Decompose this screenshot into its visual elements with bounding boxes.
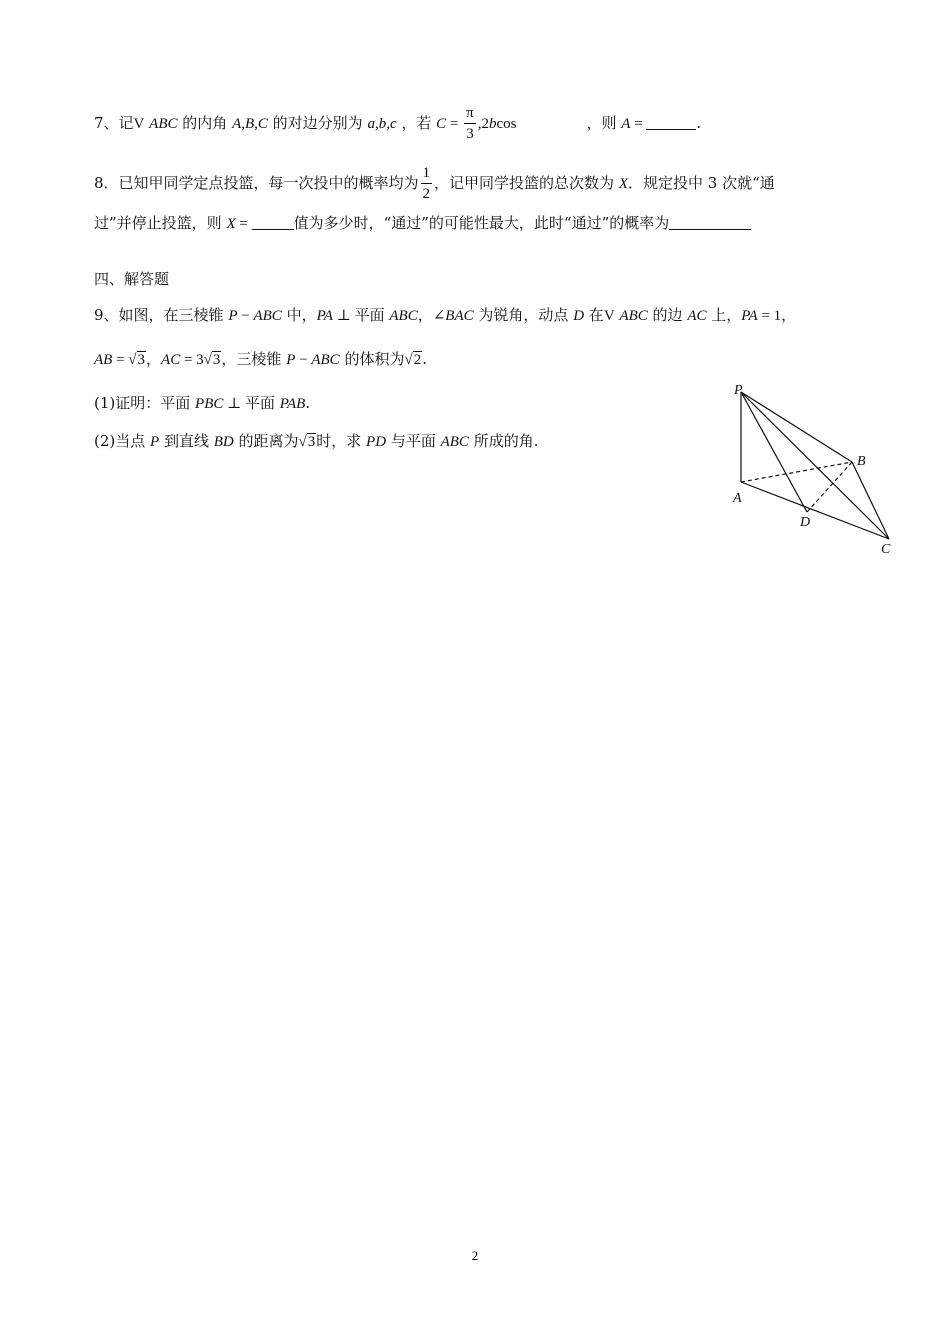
q9-t4: 为锐角，动点 bbox=[473, 306, 574, 324]
edge-pc bbox=[741, 392, 889, 539]
a-var: A bbox=[621, 116, 631, 132]
x-var: X bbox=[618, 176, 628, 192]
sides: a,b,c bbox=[367, 116, 397, 132]
p2-t5: 所成的角. bbox=[468, 432, 539, 450]
abc-4: ABC bbox=[311, 352, 340, 368]
abc-2: ABC bbox=[389, 308, 418, 324]
label-d: D bbox=[800, 515, 811, 530]
p-var-2: P bbox=[286, 352, 296, 368]
q8-line2b: 值为多少时，“通过”的可能性最大，此时“通过”的概率为 bbox=[293, 214, 670, 232]
ac: AC bbox=[687, 308, 707, 324]
abc: ABC bbox=[253, 308, 282, 324]
q9-t2: 平面 bbox=[354, 306, 390, 324]
answer-blank-7[interactable] bbox=[646, 113, 696, 130]
radicand: 3 bbox=[137, 352, 146, 368]
pyramid-figure bbox=[720, 378, 910, 563]
label-b: B bbox=[857, 454, 866, 469]
label-c: C bbox=[881, 542, 891, 557]
q7-eq: = bbox=[446, 116, 463, 132]
p2-t3: 时，求 bbox=[316, 432, 367, 450]
q7-after: ,2 bbox=[477, 116, 489, 132]
minus: − bbox=[237, 308, 254, 324]
triangle-name: ABC bbox=[149, 116, 178, 132]
frac-den: 2 bbox=[422, 186, 431, 202]
answer-blank-8b[interactable] bbox=[669, 213, 751, 230]
bd: BD bbox=[213, 434, 234, 450]
page-number: 2 bbox=[471, 1248, 479, 1263]
question-9-line-2 bbox=[94, 348, 427, 371]
section-heading: 四、解答题 bbox=[94, 270, 170, 288]
perp: ⊥ bbox=[223, 396, 245, 412]
d-var: D bbox=[573, 308, 585, 324]
edge-pd bbox=[741, 392, 807, 512]
minus-2: − bbox=[295, 352, 312, 368]
p2-prefix: (2)当点 bbox=[94, 432, 151, 450]
pab: PAB bbox=[279, 396, 306, 412]
q9-prefix: 9、如图，在三棱锥 bbox=[94, 306, 229, 324]
q9-t8: ，三棱锥 bbox=[221, 350, 287, 368]
eq2: = bbox=[112, 352, 129, 368]
q8-text-1: ，记甲同学投篮的总次数为 bbox=[434, 174, 619, 192]
pa: PA bbox=[316, 308, 333, 324]
q8-text-2: ．规定投中 3 次就“通 bbox=[628, 174, 775, 192]
p1-mid: 平面 bbox=[244, 394, 280, 412]
frac-num: π bbox=[464, 106, 476, 124]
answer-blank-8a[interactable] bbox=[252, 213, 294, 230]
part-2 bbox=[94, 430, 538, 453]
p2-t2: 的距离为 bbox=[233, 432, 299, 450]
q9-t7: 上， bbox=[706, 306, 742, 324]
label-a: A bbox=[733, 491, 742, 506]
comma: ， bbox=[146, 350, 162, 368]
p1-prefix: (1)证明：平面 bbox=[94, 394, 196, 412]
pa-2: PA bbox=[741, 308, 758, 324]
p-var: P bbox=[150, 434, 160, 450]
radicand: 2 bbox=[413, 352, 422, 368]
q9-t6: 的边 bbox=[647, 306, 688, 324]
q7-text-3: ，若 bbox=[396, 114, 437, 132]
edge-ac bbox=[741, 482, 889, 539]
part-1 bbox=[94, 392, 310, 415]
p1-end: . bbox=[305, 394, 311, 412]
angles: A,B,C bbox=[232, 116, 268, 132]
abc-3: ABC bbox=[619, 308, 648, 324]
b-var: b bbox=[488, 116, 497, 132]
q9-t3: ，∠ bbox=[417, 306, 446, 324]
q7-eq2: = bbox=[630, 116, 647, 132]
q9-t5: 在 bbox=[584, 306, 604, 324]
sqrt-2: √2 bbox=[404, 352, 422, 368]
p2-t4: 与平面 bbox=[386, 432, 441, 450]
half-fraction bbox=[421, 166, 433, 202]
q7-text-2: 的对边分别为 bbox=[267, 114, 368, 132]
cos-text: cos bbox=[496, 116, 517, 132]
eq3: = 3 bbox=[180, 352, 204, 368]
question-7 bbox=[94, 106, 701, 142]
triangle-symbol: V bbox=[133, 116, 145, 132]
p-var: P bbox=[228, 308, 238, 324]
p2-t1: 到直线 bbox=[159, 432, 214, 450]
edge-pb bbox=[741, 392, 852, 462]
q9-t9: 的体积为 bbox=[339, 350, 405, 368]
q9-end: . bbox=[422, 350, 427, 368]
ab: AB bbox=[94, 352, 113, 368]
q8-prefix: 8．已知甲同学定点投篮，每一次投中的概率均为 bbox=[94, 174, 419, 192]
q8-eq: = bbox=[235, 216, 252, 232]
q7-text-4: ，则 bbox=[586, 114, 622, 132]
label-p: P bbox=[734, 383, 743, 398]
q8-line2a: 过”并停止投篮，则 bbox=[94, 214, 227, 232]
q7-text-1: 的内角 bbox=[177, 114, 233, 132]
q9-t1: 中， bbox=[281, 306, 317, 324]
c-var: C bbox=[436, 116, 447, 132]
sqrt-3b: √3 bbox=[203, 352, 221, 368]
pd: PD bbox=[366, 434, 387, 450]
eq1: = 1， bbox=[757, 308, 797, 324]
triangle-symbol: V bbox=[603, 308, 615, 324]
radicand: 3 bbox=[212, 352, 221, 368]
pbc: PBC bbox=[195, 396, 224, 412]
frac-den: 3 bbox=[466, 126, 474, 142]
sqrt-3: √3 bbox=[128, 352, 146, 368]
sqrt-3: √3 bbox=[298, 434, 316, 450]
q7-end: . bbox=[696, 114, 702, 132]
edge-ab-dashed bbox=[741, 462, 852, 482]
perp: ⊥ bbox=[332, 308, 355, 324]
abc: ABC bbox=[440, 434, 469, 450]
q7-prefix: 7、记 bbox=[94, 114, 134, 132]
bac: BAC bbox=[445, 308, 474, 324]
question-8-line-2 bbox=[94, 212, 751, 235]
ac-2: AC bbox=[161, 352, 181, 368]
pi-over-3-fraction bbox=[464, 106, 476, 142]
radicand: 3 bbox=[307, 434, 316, 450]
question-9-line-1 bbox=[94, 304, 796, 327]
x-var-2: X bbox=[226, 216, 236, 232]
frac-num: 1 bbox=[421, 166, 433, 184]
question-8-line-1 bbox=[94, 166, 775, 202]
